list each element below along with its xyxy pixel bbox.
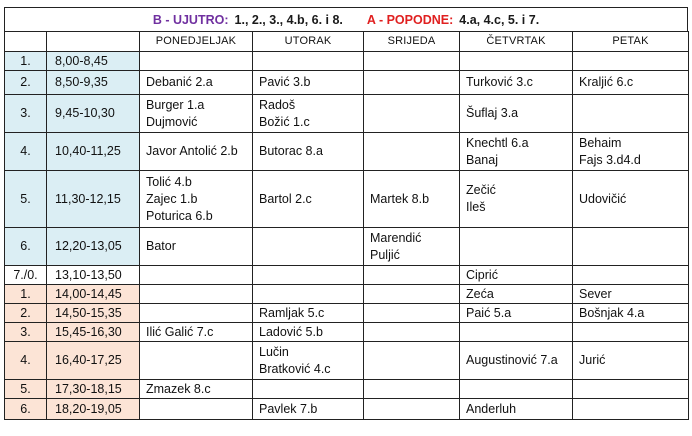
period-number: 2. (5, 71, 47, 95)
teacher-entry: Martek 8.b (370, 191, 430, 206)
period-time: 8,50-9,35 (47, 71, 140, 95)
schedule-cell (253, 71, 364, 95)
teacher-entry: Paić 5.a (466, 305, 512, 320)
teacher-entry: Debanić 2.a (146, 75, 213, 89)
teacher-entry: Jurić (579, 353, 606, 367)
teacher-entry: Bratković 4.c (259, 361, 331, 376)
corner-cell (5, 32, 47, 52)
schedule-cell (460, 304, 573, 323)
table-row (5, 171, 689, 228)
period-number: 2. (5, 304, 47, 323)
teacher-entry: Fajs 3.d4.d (579, 152, 641, 167)
teacher-entry: Božić 1.c (259, 114, 310, 129)
schedule-cell (573, 399, 689, 420)
schedule-cell (573, 323, 689, 342)
teacher-entry: Burger 1.a (146, 97, 205, 112)
corner-cell (47, 32, 140, 52)
table-row (5, 266, 689, 285)
schedule-cell (140, 304, 253, 323)
teacher-entry: Ciprić (466, 267, 498, 282)
table-row (5, 342, 689, 380)
period-number: 1. (5, 285, 47, 304)
teacher-entry: Zmazek 8.c (146, 381, 211, 396)
period-time: 16,40-17,25 (47, 342, 140, 380)
schedule-cell (253, 342, 364, 380)
teacher-entry: Zajec 1.b (146, 191, 198, 206)
teacher-entry: Bošnjak 4.a (579, 305, 645, 320)
schedule-cell (364, 95, 460, 133)
schedule-cell (364, 171, 460, 228)
schedule-cell (460, 399, 573, 420)
schedule-cell (364, 228, 460, 266)
schedule-cell (364, 304, 460, 323)
period-number: 5. (5, 380, 47, 399)
schedule-cell (253, 133, 364, 171)
schedule-cell (253, 380, 364, 399)
period-time: 10,40-11,25 (47, 133, 140, 171)
shift-b-classes: 1., 2., 3., 4.b, 6. i 8. (234, 12, 343, 27)
teacher-entry: Radoš (259, 97, 296, 112)
period-number: 1. (5, 52, 47, 71)
schedule-cell (364, 342, 460, 380)
schedule-cell (253, 266, 364, 285)
schedule-cell (140, 380, 253, 399)
teacher-entry: Ilić Galić 7.c (146, 324, 214, 339)
schedule-cell (460, 95, 573, 133)
schedule-cell (460, 52, 573, 71)
teacher-entry: Pavić 3.b (259, 75, 311, 89)
teacher-entry: Bartol 2.c (259, 191, 312, 206)
schedule-cell (364, 380, 460, 399)
period-time: 11,30-12,15 (47, 171, 140, 228)
schedule-table (4, 31, 689, 420)
schedule-cell (460, 285, 573, 304)
table-row (5, 228, 689, 266)
period-number: 6. (5, 228, 47, 266)
schedule-cell (573, 285, 689, 304)
schedule-cell (460, 71, 573, 95)
teacher-entry: Šuflaj 3.a (466, 106, 519, 120)
schedule-cell (364, 266, 460, 285)
schedule-cell (364, 71, 460, 95)
table-row (5, 399, 689, 420)
teacher-entry: Tolić 4.b (146, 174, 192, 189)
teacher-entry: Anderluh (466, 401, 517, 416)
teacher-entry: Ramljak 5.c (259, 305, 325, 320)
teacher-entry: Knechtl 6.a (466, 135, 529, 150)
schedule-cell (253, 52, 364, 71)
schedule-cell (460, 323, 573, 342)
schedule-cell (140, 228, 253, 266)
schedule-cell (460, 228, 573, 266)
teacher-entry: Dujmović (146, 114, 198, 129)
schedule-cell (140, 399, 253, 420)
column-header: UTORAK (253, 32, 364, 52)
schedule-cell (460, 266, 573, 285)
schedule-cell (460, 380, 573, 399)
period-time: 17,30-18,15 (47, 380, 140, 399)
shift-legend (4, 7, 688, 31)
period-time: 8,00-8,45 (47, 52, 140, 71)
column-header: SRIJEDA (364, 32, 460, 52)
schedule-cell (140, 52, 253, 71)
table-row (5, 95, 689, 133)
schedule-cell (573, 304, 689, 323)
column-header: PONEDJELJAK (140, 32, 253, 52)
schedule-cell (253, 95, 364, 133)
schedule-cell (253, 399, 364, 420)
schedule-cell (140, 95, 253, 133)
teacher-entry: Pavlek 7.b (259, 401, 318, 416)
teacher-entry: Ileš (466, 200, 486, 214)
teacher-entry: Puljić (370, 247, 400, 262)
period-number: 4. (5, 342, 47, 380)
period-number: 3. (5, 95, 47, 133)
schedule-cell (364, 52, 460, 71)
schedule-cell (573, 71, 689, 95)
schedule-cell (253, 228, 364, 266)
schedule-cell (253, 171, 364, 228)
teacher-entry: Zečić (466, 183, 496, 197)
column-header: PETAK (573, 32, 689, 52)
period-time: 9,45-10,30 (47, 95, 140, 133)
period-time: 14,00-14,45 (47, 285, 140, 304)
schedule-cell (460, 342, 573, 380)
teacher-entry: Turković 3.c (466, 75, 533, 89)
schedule-cell (573, 228, 689, 266)
schedule-body (5, 52, 689, 420)
schedule-cell (573, 171, 689, 228)
period-time: 12,20-13,05 (47, 228, 140, 266)
teacher-entry: Marendić (370, 230, 422, 245)
schedule-cell (140, 71, 253, 95)
schedule-cell (573, 52, 689, 71)
schedule-cell (573, 342, 689, 380)
shift-a-label: A - POPODNE: (366, 12, 454, 27)
teacher-entry: Ladović 5.b (259, 324, 323, 339)
schedule-cell (364, 323, 460, 342)
schedule-cell (364, 133, 460, 171)
teacher-entry: Lučin (259, 344, 289, 359)
table-row (5, 323, 689, 342)
schedule-cell (573, 380, 689, 399)
schedule-cell (573, 266, 689, 285)
schedule-cell (140, 342, 253, 380)
schedule-cell (140, 323, 253, 342)
shift-b-label: B - UJUTRO: (152, 12, 229, 27)
table-row (5, 285, 689, 304)
schedule-cell (253, 285, 364, 304)
teacher-entry: Augustinović 7.a (466, 353, 558, 367)
period-time: 18,20-19,05 (47, 399, 140, 420)
teacher-entry: Bator (146, 239, 176, 253)
period-time: 15,45-16,30 (47, 323, 140, 342)
period-number: 6. (5, 399, 47, 420)
table-row (5, 304, 689, 323)
table-row (5, 133, 689, 171)
schedule-cell (140, 266, 253, 285)
schedule-sheet (4, 7, 688, 420)
period-time: 13,10-13,50 (47, 266, 140, 285)
schedule-cell (140, 285, 253, 304)
teacher-entry: Zeća (466, 286, 494, 301)
schedule-cell (140, 133, 253, 171)
schedule-cell (573, 133, 689, 171)
schedule-cell (573, 95, 689, 133)
period-time: 14,50-15,35 (47, 304, 140, 323)
teacher-entry: Banaj (466, 152, 498, 167)
table-row (5, 380, 689, 399)
teacher-entry: Javor Antolić 2.b (146, 144, 238, 158)
period-number: 3. (5, 323, 47, 342)
schedule-cell (253, 323, 364, 342)
schedule-cell (460, 133, 573, 171)
column-header: ČETVRTAK (460, 32, 573, 52)
schedule-cell (140, 171, 253, 228)
teacher-entry: Kraljić 6.c (579, 75, 634, 89)
header-row (5, 32, 689, 52)
schedule-cell (364, 285, 460, 304)
shift-a-classes: 4.a, 4.c, 5. i 7. (459, 12, 540, 27)
teacher-entry: Butorac 8.a (259, 144, 323, 158)
period-number: 5. (5, 171, 47, 228)
schedule-cell (460, 171, 573, 228)
schedule-cell (253, 304, 364, 323)
teacher-entry: Sever (579, 286, 612, 301)
teacher-entry: Poturica 6.b (146, 208, 213, 223)
teacher-entry: Udovičić (579, 191, 627, 206)
table-row (5, 52, 689, 71)
table-row (5, 71, 689, 95)
period-number: 4. (5, 133, 47, 171)
period-number: 7./0. (5, 266, 47, 285)
schedule-cell (364, 399, 460, 420)
teacher-entry: Behaim (579, 135, 622, 150)
